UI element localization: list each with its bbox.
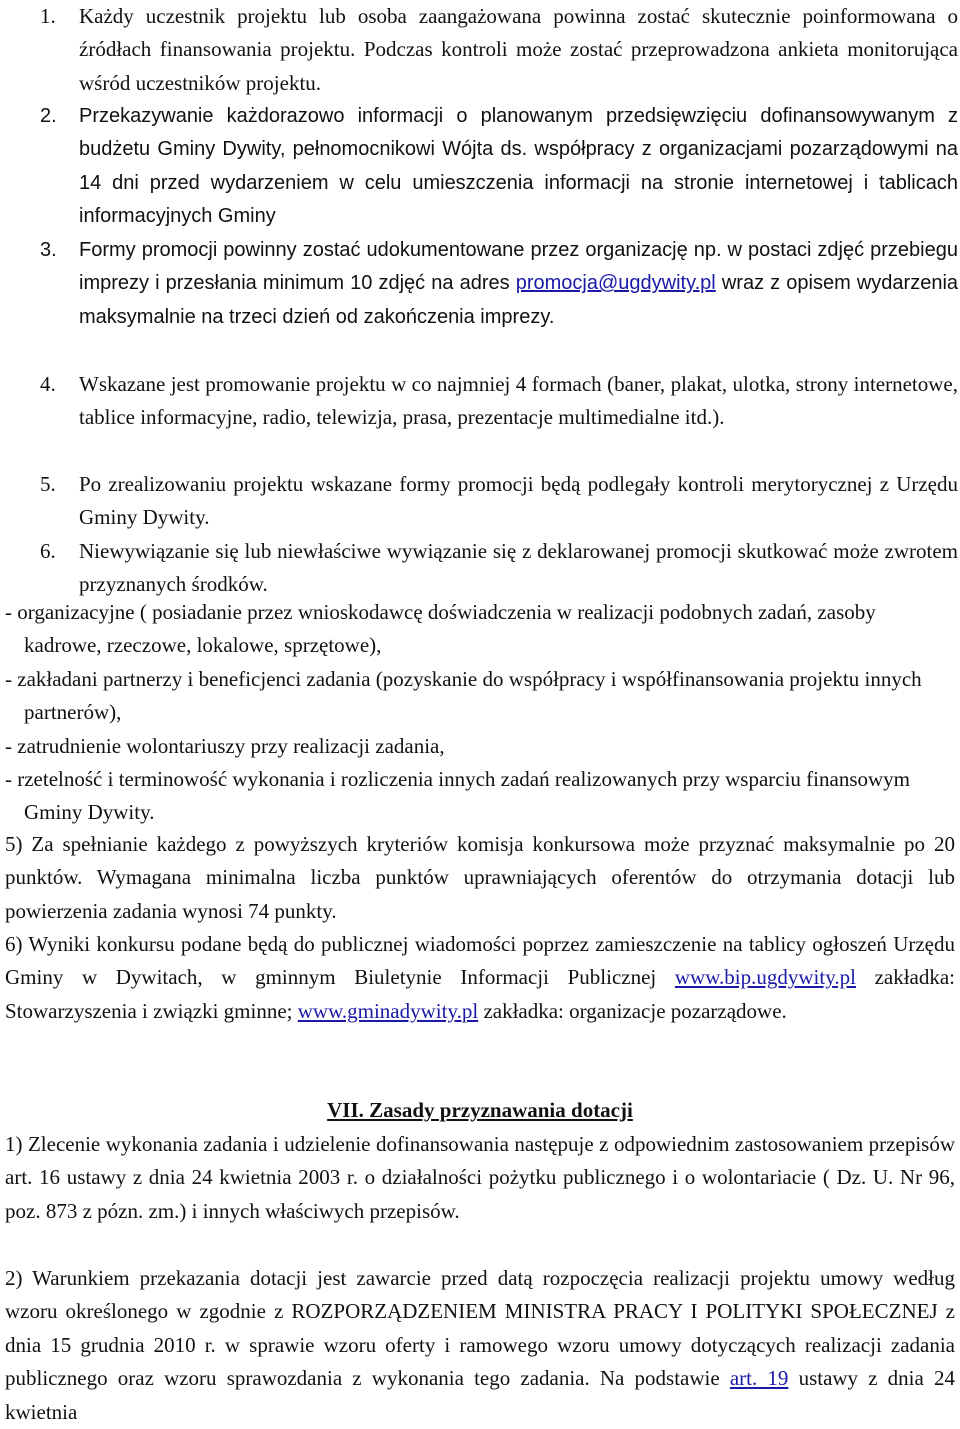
list-number: 6. xyxy=(40,539,56,563)
article-link[interactable]: art. 19 xyxy=(729,1366,789,1391)
gmina-website-link[interactable]: www.gminadywity.pl xyxy=(297,998,479,1023)
list-item-text: Wskazane jest promowanie projektu w co najmniej 4 formach (baner, plakat, ulotka, strony internetowe, tablice informacyjne, radio, telewizja, prasa, prezentacje multimedialne itd.). xyxy=(79,372,958,430)
evaluation-criteria-list xyxy=(5,596,955,830)
results-paragraph xyxy=(5,928,955,1028)
list-item-text: wraz z opisem wydarzenia maksymalnie na trzeci dzień od zakończenia imprezy. xyxy=(79,272,959,328)
list-item-text: Przekazywanie każdorazowo informacji o planowanym przedsięwzięciu dofinansowywanym z budżetu Gminy Dywity, pełnomocnikowi Wójta ds. współpracy z organizacjami pozarządowymi na 14 dni przed wydarzeniem w celu umieszczenia informacji na stronie internetowej i tablicach informacyjnych Gminy xyxy=(79,105,958,228)
list-item-text: Niewywiązanie się lub niewłaściwe wywiązanie się z deklarowanej promocji skutkować może zwrotem przyznanych środków. xyxy=(79,539,958,597)
bip-link[interactable]: www.bip.ugdywity.pl xyxy=(674,965,856,990)
list-item xyxy=(0,468,958,535)
list-item-text: Po zrealizowaniu projektu wskazane formy promocji będą podlegały kontroli merytorycznej z Urzędu Gminy Dywity. xyxy=(79,472,958,530)
list-number: 5. xyxy=(40,472,56,496)
paragraph-text: ustawy z dnia 24 kwietnia xyxy=(5,1366,955,1424)
criteria-item: - zatrudnienie wolontariuszy przy realizacji zadania, xyxy=(5,733,445,758)
criteria-item: - rzetelność i terminowość wykonania i rozliczenia innych zadań realizowanych przy wsparciu finansowym Gminy Dywity. xyxy=(5,767,910,825)
rule-2-paragraph xyxy=(5,1262,955,1429)
points-paragraph: 5) Za spełnianie każdego z powyższych kryteriów komisja konkursowa może przyznać maksymalnie po 20 punktów. Wymagana minimalna liczba punktów uprawniających oferentów do otrzymania dotacji lub powierzenia zadania wynosi 74 punkty. xyxy=(5,832,955,923)
promotion-requirements-list xyxy=(0,0,958,602)
section-heading: VII. Zasady przyznawania dotacji xyxy=(327,1098,633,1122)
paragraph-text: 2) Warunkiem przekazania dotacji jest zawarcie przed datą rozpoczęcia realizacji projektu umowy według wzoru określonego w zgodnie z ROZPORZĄDZENIEM MINISTRA PRACY I POLITYKI SPOŁECZNEJ z dnia 15 grudnia 2010 r. w sprawie wzoru oferty i ramowego wzoru umowy dotyczących realizacji zadania publicznego oraz wzoru sprawozdania z wykonania tego zadania. Na podstawie xyxy=(5,1266,955,1391)
list-item xyxy=(0,100,958,234)
list-number: 1. xyxy=(40,4,56,28)
rule-1-paragraph: 1) Zlecenie wykonania zadania i udzielenie dofinansowania następuje z odpowiednim zastosowaniem przepisów art. 16 ustawy z dnia 24 kwietnia 2003 r. o działalności pożytku publicznego i o wolontariacie ( Dz. U. Nr 96, poz. 873 z pózn. zm.) i innych właściwych przepisów. xyxy=(5,1132,955,1223)
criteria-item: - organizacyjne ( posiadanie przez wnioskodawcę doświadczenia w realizacji podobnych zadań, zasoby kadrowe, rzeczowe, lokalowe, sprzętowe), xyxy=(5,600,876,658)
paragraph-text: 6) Wyniki konkursu podane będą do publicznej wiadomości poprzez zamieszczenie na tablicy ogłoszeń Urzędu Gminy w Dywitach, w gminnym Biuletynie Informacji Publicznej xyxy=(5,932,955,990)
list-number: 3. xyxy=(40,239,57,261)
list-item-text: Formy promocji powinny zostać udokumentowane przez organizację np. w postaci zdjęć przebiegu imprezy i przesłania minimum 10 zdjęć na adres xyxy=(79,239,958,295)
list-number: 4. xyxy=(40,372,56,396)
list-item xyxy=(0,535,958,602)
list-item xyxy=(0,368,958,468)
email-link[interactable]: promocja@ugdywity.pl xyxy=(515,272,716,295)
list-item xyxy=(0,234,958,368)
list-item xyxy=(0,0,958,100)
paragraph-text: zakładka: Stowarzyszenia i związki gminne; xyxy=(5,965,956,1023)
list-item-text: Każdy uczestnik projektu lub osoba zaangażowana powinna zostać skutecznie poinformowana o źródłach finansowania projektu. Podczas kontroli może zostać przeprowadzona ankieta monitorująca wśród uczestników projektu. xyxy=(79,4,958,95)
list-number: 2. xyxy=(40,105,57,127)
criteria-item: - zakładani partnerzy i beneficjenci zadania (pozyskanie do współpracy i współfinansowania projektu innych partnerów), xyxy=(5,666,922,725)
paragraph-text: zakładka: organizacje pozarządowe. xyxy=(483,998,787,1023)
